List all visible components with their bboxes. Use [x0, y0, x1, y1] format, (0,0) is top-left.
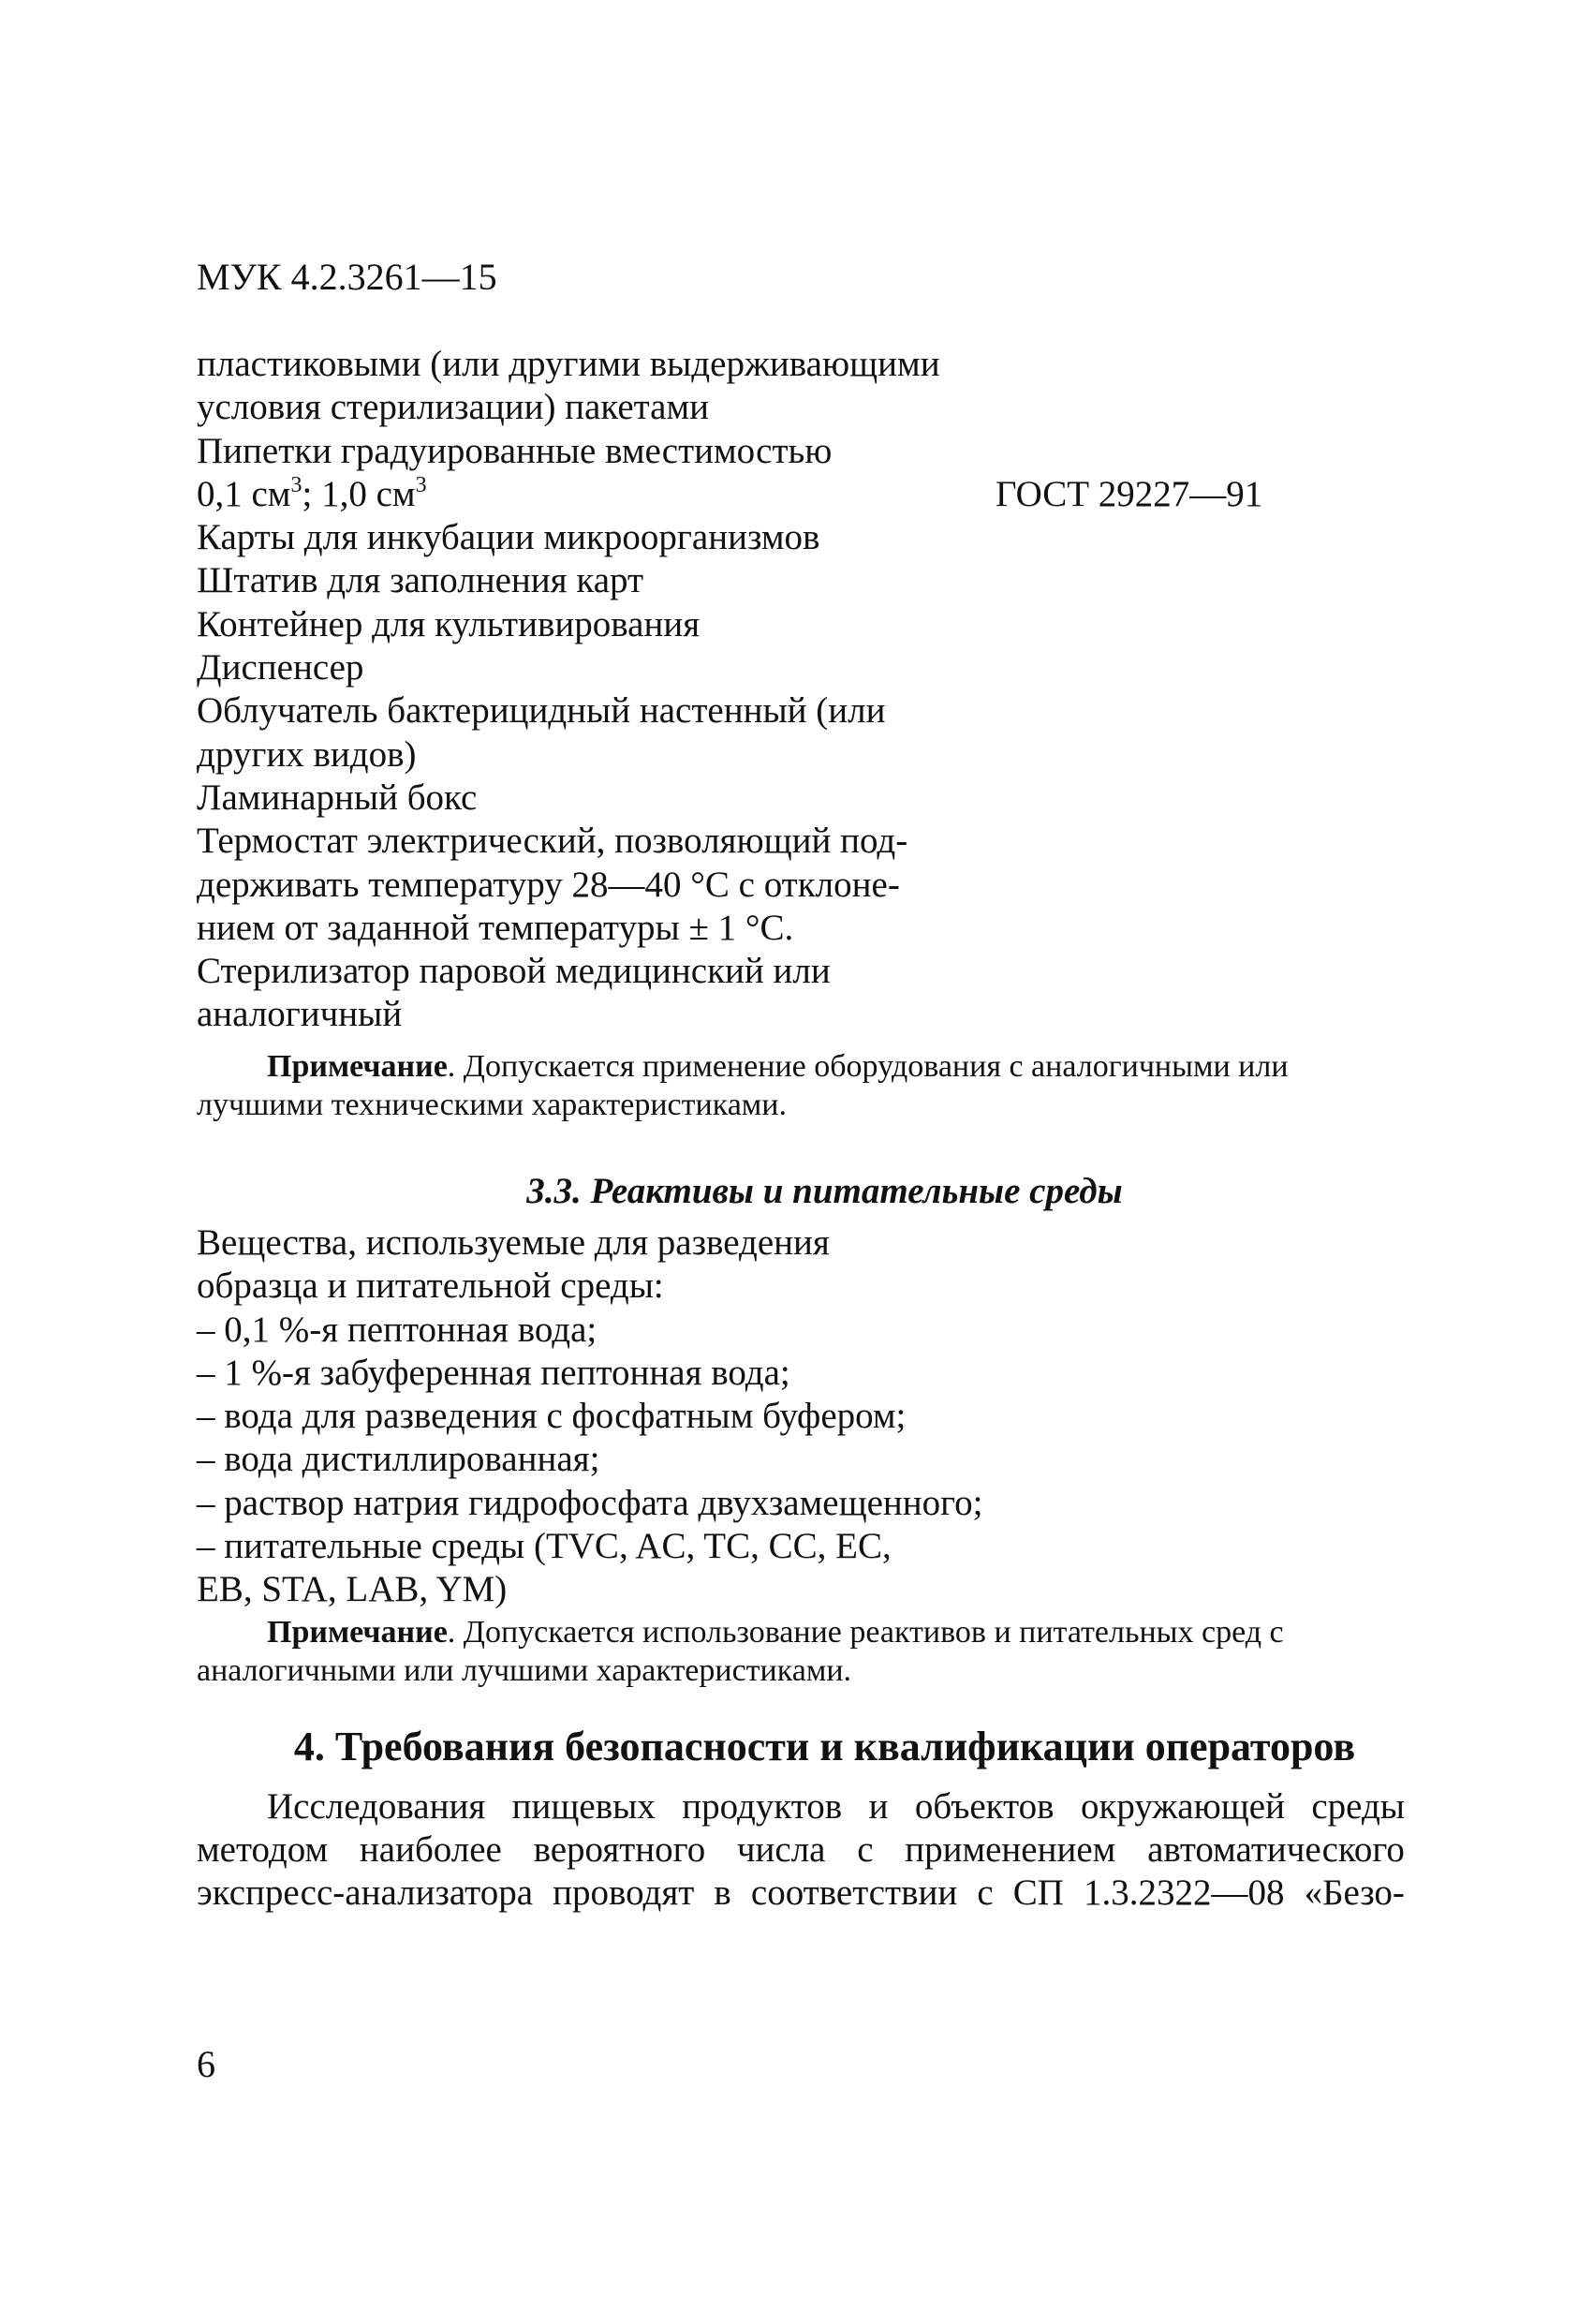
reagents-list: [197, 1221, 1283, 1612]
note-line: [197, 1613, 1414, 1651]
equipment-note: [197, 1047, 1414, 1124]
paragraph-word: числа: [736, 1829, 826, 1870]
reagent-line: EB, STA, LAB, YM): [197, 1569, 508, 1610]
equipment-line: нием от заданной температуры ± 1 °С.: [197, 907, 794, 948]
pipette-volume-line: [197, 473, 1283, 516]
reagent-line: – питательные среды (TVC, AC, TC, CC, EC,: [197, 1526, 892, 1567]
paragraph-word: проводят: [553, 1873, 695, 1913]
equipment-line: пластиковыми (или другими выдерживающими: [197, 344, 940, 384]
equipment-line: держивать температуру 28—40 °С с отклоне-: [197, 864, 900, 905]
equipment-line: Диспенсер: [197, 647, 364, 688]
pipette-volume-part1: 0,1 см: [197, 473, 291, 514]
equipment-line: условия стерилизации) пакетами: [197, 387, 710, 428]
paragraph-word: СП: [1012, 1873, 1064, 1913]
equipment-line: Облучатель бактерицидный настенный (или: [197, 690, 886, 732]
paragraph-word: и: [868, 1786, 889, 1827]
paragraph-word: вероятного: [533, 1829, 706, 1870]
equipment-line: Пипетки градуированные вместимостью: [197, 430, 833, 471]
equipment-line: Стерилизатор паровой медицинский или: [197, 951, 831, 992]
note-text: . Допускается применение оборудования с аналогичными или: [447, 1049, 1289, 1084]
document-code-header: МУК 4.2.3261—15: [197, 256, 497, 298]
paragraph-word: с: [857, 1829, 874, 1870]
note-text: . Допускается использование реактивов и питательных сред с: [447, 1615, 1284, 1650]
reagent-line: образца и питательной среды:: [197, 1266, 664, 1307]
paragraph-line: [197, 1785, 1405, 1828]
reagent-line: – вода дистиллированная;: [197, 1439, 600, 1480]
reagent-line: – вода для разведения с фосфатным буфером;: [197, 1396, 907, 1437]
paragraph-word: методом: [197, 1829, 329, 1870]
reagent-line: – 1 %-я забуференная пептонная вода;: [197, 1352, 790, 1393]
paragraph-word: Исследования: [267, 1786, 486, 1827]
reagents-note: [197, 1613, 1414, 1690]
paragraph-word: «Безо-: [1304, 1873, 1405, 1913]
note-line: аналогичными или лучшими характеристиками.: [197, 1653, 852, 1688]
paragraph-word: среды: [1311, 1786, 1405, 1827]
gost-reference: ГОСТ 29227—91: [996, 473, 1263, 514]
paragraph-word: соответствии: [750, 1873, 958, 1913]
equipment-line: Термостат электрический, позволяющий под-: [197, 821, 908, 862]
paragraph-word: объектов: [914, 1786, 1055, 1827]
reagent-line: – 0,1 %-я пептонная вода;: [197, 1309, 597, 1350]
note-label: Примечание: [267, 1615, 448, 1650]
pipette-volume-part2: ; 1,0 см: [302, 473, 416, 514]
equipment-line: других видов): [197, 733, 417, 775]
equipment-line: Контейнер для культивирования: [197, 603, 701, 644]
paragraph-line: [197, 1828, 1405, 1872]
reagent-line: – раствор натрия гидрофосфата двухзамещенного;: [197, 1482, 983, 1523]
paragraph-word: с: [977, 1873, 994, 1913]
reagent-line: Вещества, используемые для разведения: [197, 1222, 830, 1263]
equipment-line: Карты для инкубации микроорганизмов: [197, 517, 820, 558]
note-line: [197, 1047, 1414, 1086]
superscript: 3: [415, 472, 427, 497]
paragraph-word: 1.3.2322—08: [1084, 1873, 1285, 1913]
paragraph-word: наиболее: [359, 1829, 502, 1870]
paragraph-word: автоматического: [1147, 1829, 1405, 1870]
note-label: Примечание: [267, 1049, 448, 1084]
paragraph-word: пищевых: [511, 1786, 656, 1827]
superscript: 3: [290, 472, 302, 497]
paragraph-word: в: [714, 1873, 731, 1913]
subsection-title: 3.3. Реактивы и питательные среды: [526, 1171, 1123, 1211]
equipment-line: Ламинарный бокс: [197, 777, 478, 818]
paragraph-word: экспресс-анализатора: [197, 1873, 533, 1913]
equipment-line: аналогичный: [197, 994, 403, 1035]
page-number: 6: [197, 2043, 215, 2085]
paragraph-word: окружающей: [1080, 1786, 1285, 1827]
section-title: 4. Требования безопасности и квалификации операторов: [293, 1724, 1356, 1769]
paragraph-word: продуктов: [682, 1786, 843, 1827]
paragraph-word: применением: [905, 1829, 1116, 1870]
safety-paragraph: [197, 1785, 1405, 1915]
note-line: лучшими техническими характеристиками.: [197, 1088, 787, 1122]
paragraph-line: [197, 1872, 1405, 1915]
equipment-list: [197, 343, 1283, 1037]
equipment-line: Штатив для заполнения карт: [197, 560, 644, 601]
